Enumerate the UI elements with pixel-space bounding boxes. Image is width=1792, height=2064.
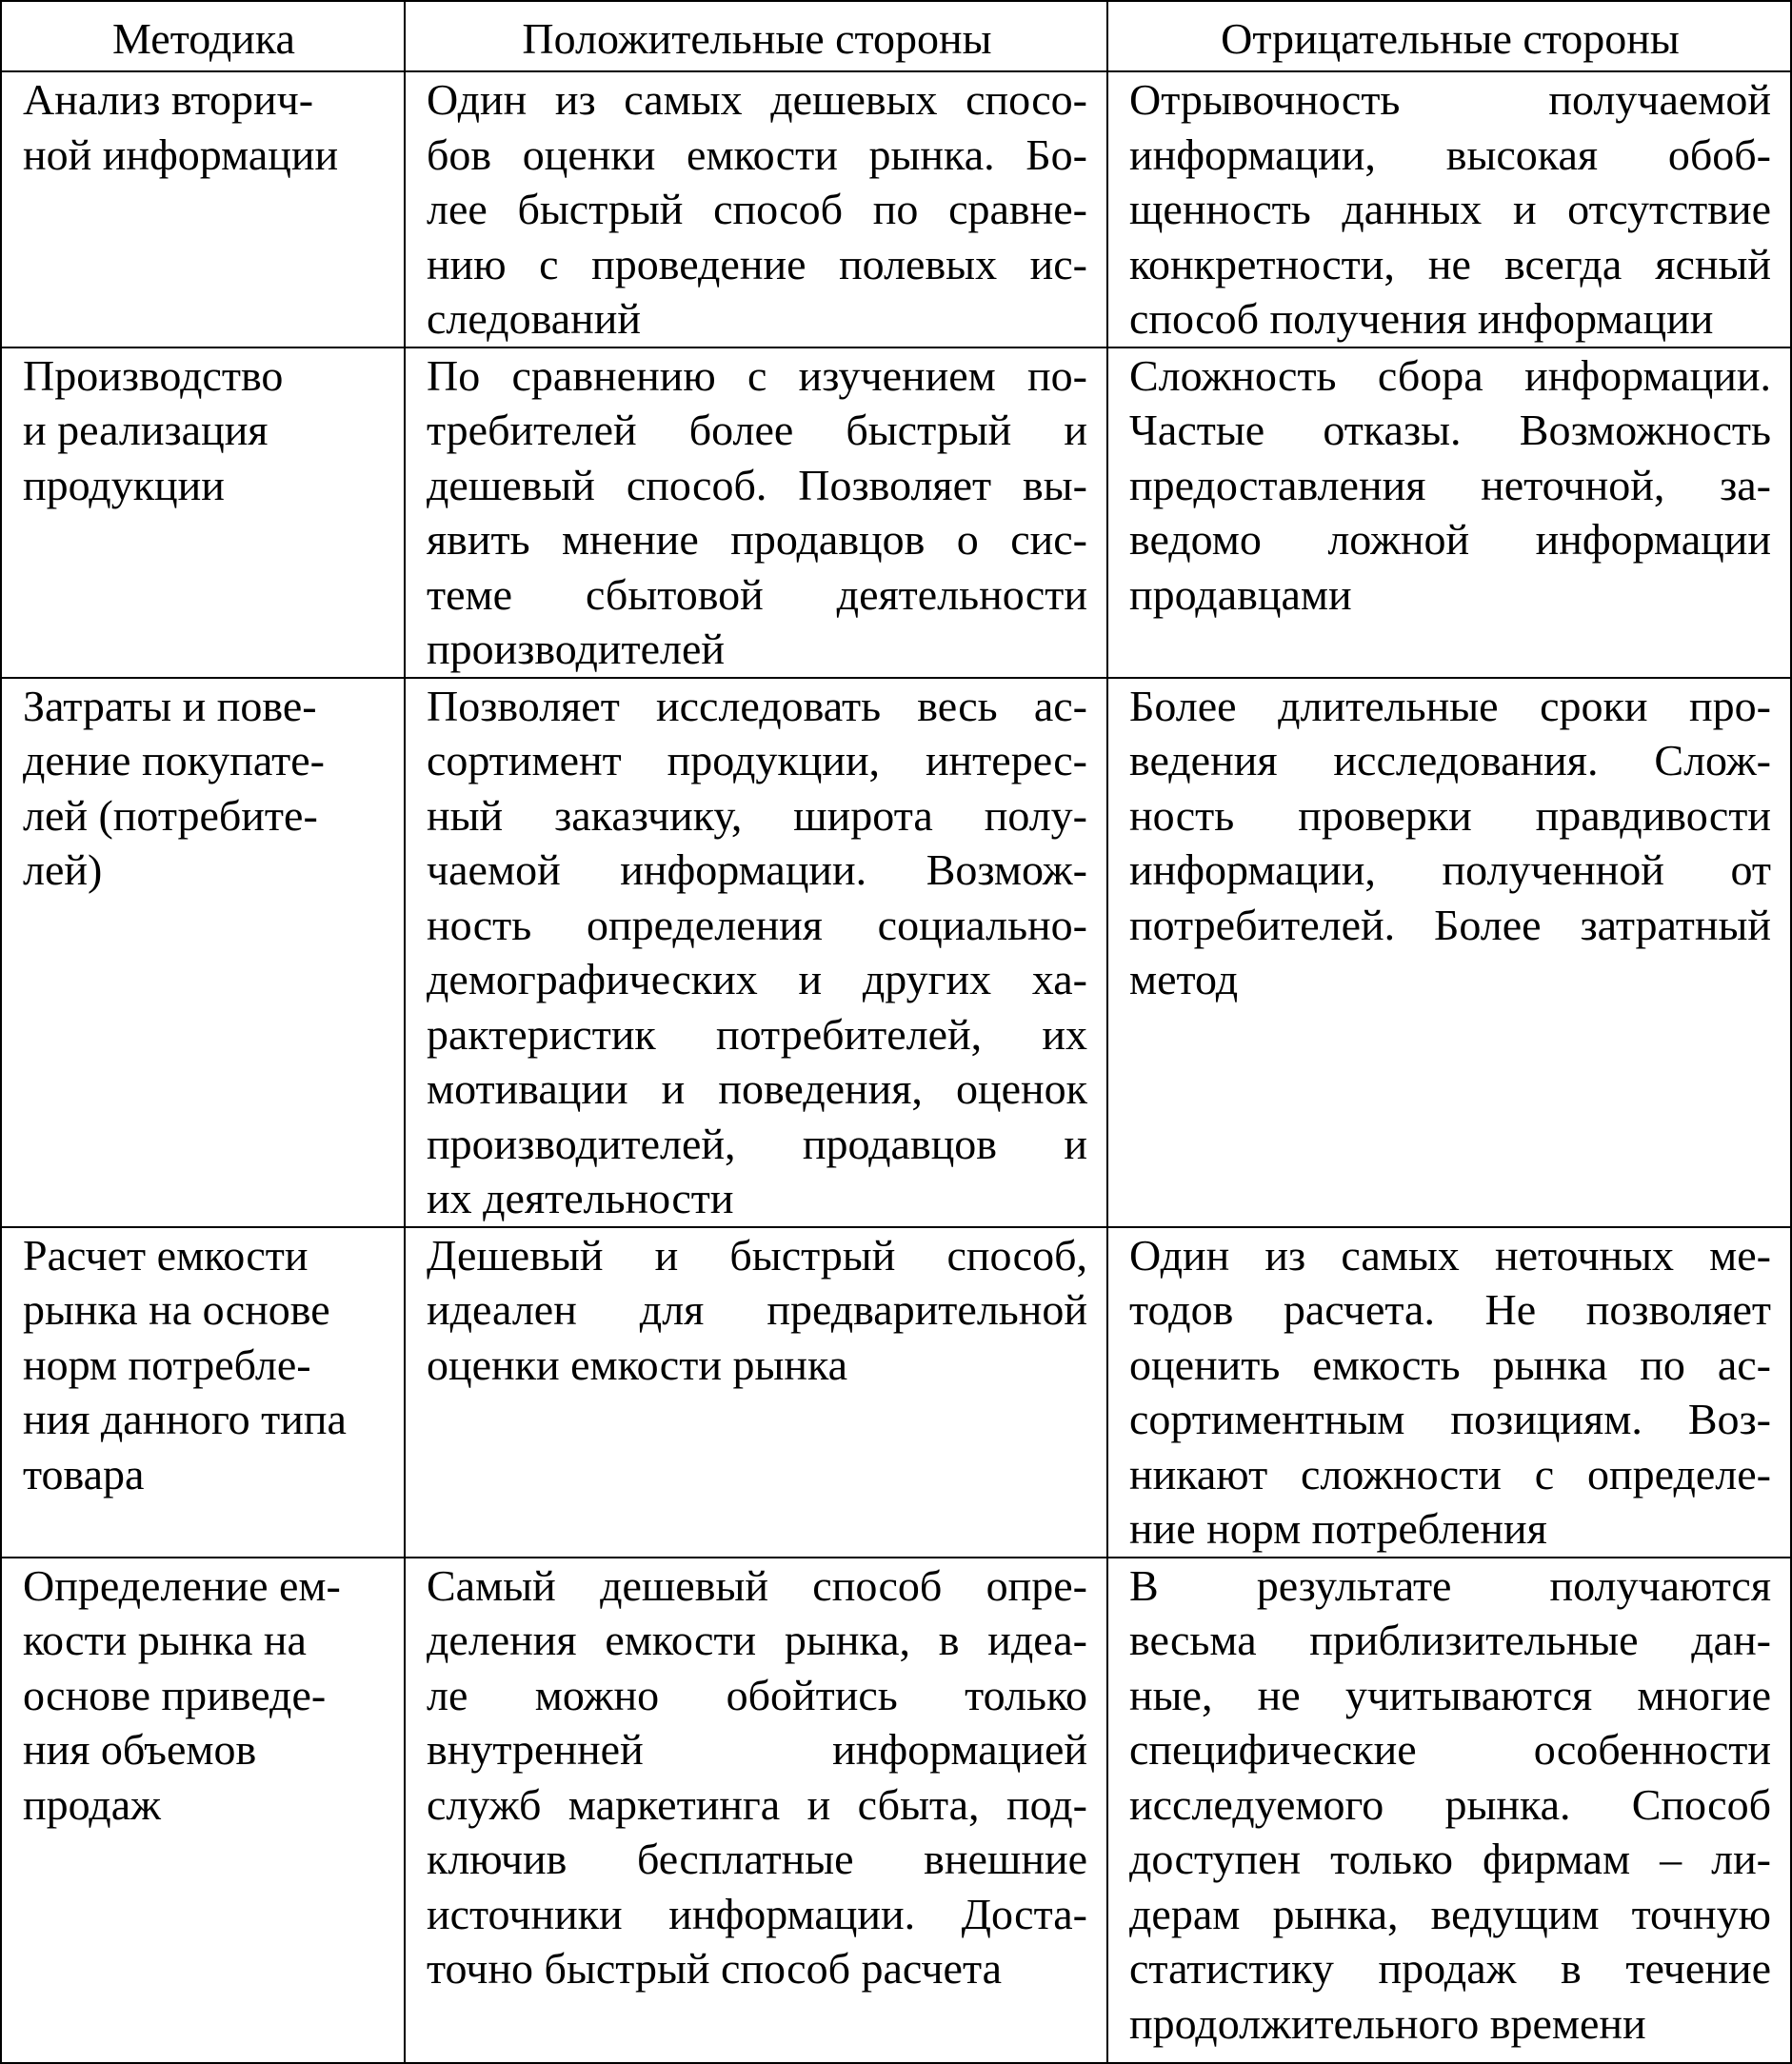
table-row	[1, 347, 1791, 678]
cell-line: производителей	[427, 625, 726, 673]
cell-line: потребителей. Более затратный	[1129, 900, 1771, 949]
cell-line: точно быстрый способ расчета	[427, 1944, 1003, 1993]
cell-line: Определение ем-	[23, 1560, 341, 1610]
cell-line: демографических и других ха-	[427, 955, 1087, 1003]
cell-line: производителей, продавцов и	[427, 1119, 1087, 1168]
cell-line: специфические особенности	[1129, 1725, 1771, 1774]
cell-line: информации, полученной от	[1129, 845, 1771, 894]
cell-line: щенность данных и отсутствие	[1129, 185, 1771, 233]
cell-line: мотивации и поведения, оценок	[427, 1064, 1087, 1113]
negative-cell	[1107, 71, 1791, 347]
cell-line: идеален для предварительной	[427, 1285, 1087, 1334]
cell-line: ведения исследования. Слож-	[1129, 736, 1771, 784]
cell-line: бов оценки емкости рынка. Бо-	[427, 129, 1087, 179]
cell-line: Более длительные сроки про-	[1129, 681, 1771, 730]
cell-line: внутренней информацией	[427, 1725, 1087, 1774]
cell-line: весьма приблизительные дан-	[1129, 1616, 1771, 1664]
table-row	[1, 678, 1791, 1227]
cell-line: доступен только фирмам – ли-	[1129, 1835, 1771, 1883]
cell-line: оценки емкости рынка	[427, 1340, 848, 1389]
cell-line: товара	[23, 1449, 145, 1498]
negative-cell	[1107, 347, 1791, 678]
cell-line: чаемой информации. Возмож-	[427, 845, 1087, 894]
positive-cell	[405, 347, 1107, 678]
cell-line: Производство	[23, 350, 284, 400]
cell-line: В результате получаются	[1129, 1560, 1771, 1610]
cell-line: тодов расчета. Не позволяет	[1129, 1285, 1771, 1334]
cell-line: теме сбытовой деятельности	[427, 569, 1087, 619]
cell-line: никают сложности с определе-	[1129, 1449, 1771, 1498]
cell-line: ной информации	[23, 129, 339, 179]
cell-line: ные, не учитываются многие	[1129, 1670, 1771, 1719]
cell-line: служб маркетинга и сбыта, под-	[427, 1779, 1087, 1829]
cell-line: Самый дешевый способ опре-	[427, 1560, 1087, 1610]
cell-line: ния объемов	[23, 1725, 257, 1774]
cell-line: следований	[427, 294, 641, 343]
cell-line: способ получения информации	[1129, 294, 1714, 343]
cell-line: ность определения социально-	[427, 900, 1087, 949]
method-cell	[1, 347, 405, 678]
positive-cell	[405, 71, 1107, 347]
cell-line: Дешевый и быстрый способ,	[427, 1230, 1087, 1280]
method-cell	[1, 678, 405, 1227]
method-cell	[1, 1227, 405, 1558]
cell-line: информации, высокая обоб-	[1129, 129, 1771, 179]
table-row	[1, 71, 1791, 347]
cell-line: требителей более быстрый и	[427, 406, 1087, 454]
cell-line: норм потребле-	[23, 1340, 311, 1389]
cell-line: кости рынка на	[23, 1616, 307, 1664]
cell-line: предоставления неточной, за-	[1129, 460, 1771, 509]
cell-line: Отрывочность получаемой	[1129, 75, 1771, 124]
cell-line: дерам рынка, ведущим точную	[1129, 1889, 1771, 1938]
positive-cell	[405, 678, 1107, 1227]
cell-line: их деятельности	[427, 1174, 734, 1222]
cell-line: Один из самых неточных ме-	[1129, 1230, 1771, 1280]
cell-line: Сложность сбора информации.	[1129, 350, 1771, 400]
cell-line: ность проверки правдивости	[1129, 790, 1771, 840]
cell-line: продавцами	[1129, 569, 1352, 619]
cell-line: ние норм потребления	[1129, 1504, 1547, 1553]
negative-cell	[1107, 1558, 1791, 2063]
cell-line: нию с проведение полевых ис-	[427, 239, 1087, 288]
table-row	[1, 1558, 1791, 2063]
cell-line: оценить емкость рынка по ас-	[1129, 1340, 1771, 1389]
cell-line: лее быстрый способ по сравне-	[427, 185, 1087, 233]
cell-line: сортимент продукции, интерес-	[427, 736, 1087, 784]
cell-line: По сравнению с изучением по-	[427, 350, 1087, 400]
cell-line: ключив бесплатные внешние	[427, 1835, 1087, 1883]
cell-line: Анализ вторич-	[23, 75, 314, 124]
cell-line: Затраты и пове-	[23, 681, 317, 730]
cell-line: лей)	[23, 845, 103, 894]
cell-line: Частые отказы. Возможность	[1129, 406, 1771, 454]
cell-line: лей (потребите-	[23, 790, 318, 840]
cell-line: продаж	[23, 1779, 161, 1829]
cell-line: метод	[1129, 955, 1239, 1003]
cell-line: ведомо ложной информации	[1129, 515, 1771, 564]
header-negative: Отрицательные стороны	[1107, 1, 1791, 71]
cell-line: сортиментным позициям. Воз-	[1129, 1395, 1771, 1443]
method-cell	[1, 1558, 405, 2063]
negative-cell	[1107, 678, 1791, 1227]
cell-line: дешевый способ. Позволяет вы-	[427, 460, 1087, 509]
method-cell	[1, 71, 405, 347]
positive-cell	[405, 1558, 1107, 2063]
table-row	[1, 1227, 1791, 1558]
cell-line: статистику продаж в течение	[1129, 1944, 1771, 1993]
cell-line: и реализация	[23, 406, 269, 454]
cell-line: дение покупате-	[23, 736, 325, 784]
cell-line: продолжительного времени	[1129, 1998, 1646, 2048]
cell-line: явить мнение продавцов о сис-	[427, 515, 1087, 564]
cell-line: ния данного типа	[23, 1395, 347, 1443]
cell-line: исследуемого рынка. Способ	[1129, 1779, 1771, 1829]
cell-line: ный заказчику, широта полу-	[427, 790, 1087, 840]
cell-line: ле можно обойтись только	[427, 1670, 1087, 1719]
positive-cell	[405, 1227, 1107, 1558]
header-method: Методика	[1, 1, 405, 71]
cell-line: продукции	[23, 460, 225, 509]
cell-line: основе приведе-	[23, 1670, 327, 1719]
cell-line: Один из самых дешевых спосо-	[427, 75, 1087, 124]
negative-cell	[1107, 1227, 1791, 1558]
cell-line: Расчет емкости	[23, 1230, 309, 1280]
cell-line: рынка на основе	[23, 1285, 330, 1334]
cell-line: источники информации. Доста-	[427, 1889, 1087, 1938]
cell-line: рактеристик потребителей, их	[427, 1009, 1087, 1059]
header-positive: Положительные стороны	[405, 1, 1107, 71]
cell-line: Позволяет исследовать весь ас-	[427, 681, 1087, 730]
cell-line: конкретности, не всегда ясный	[1129, 239, 1771, 288]
header-row	[1, 1, 1791, 71]
cell-line: деления емкости рынка, в идеа-	[427, 1616, 1087, 1664]
